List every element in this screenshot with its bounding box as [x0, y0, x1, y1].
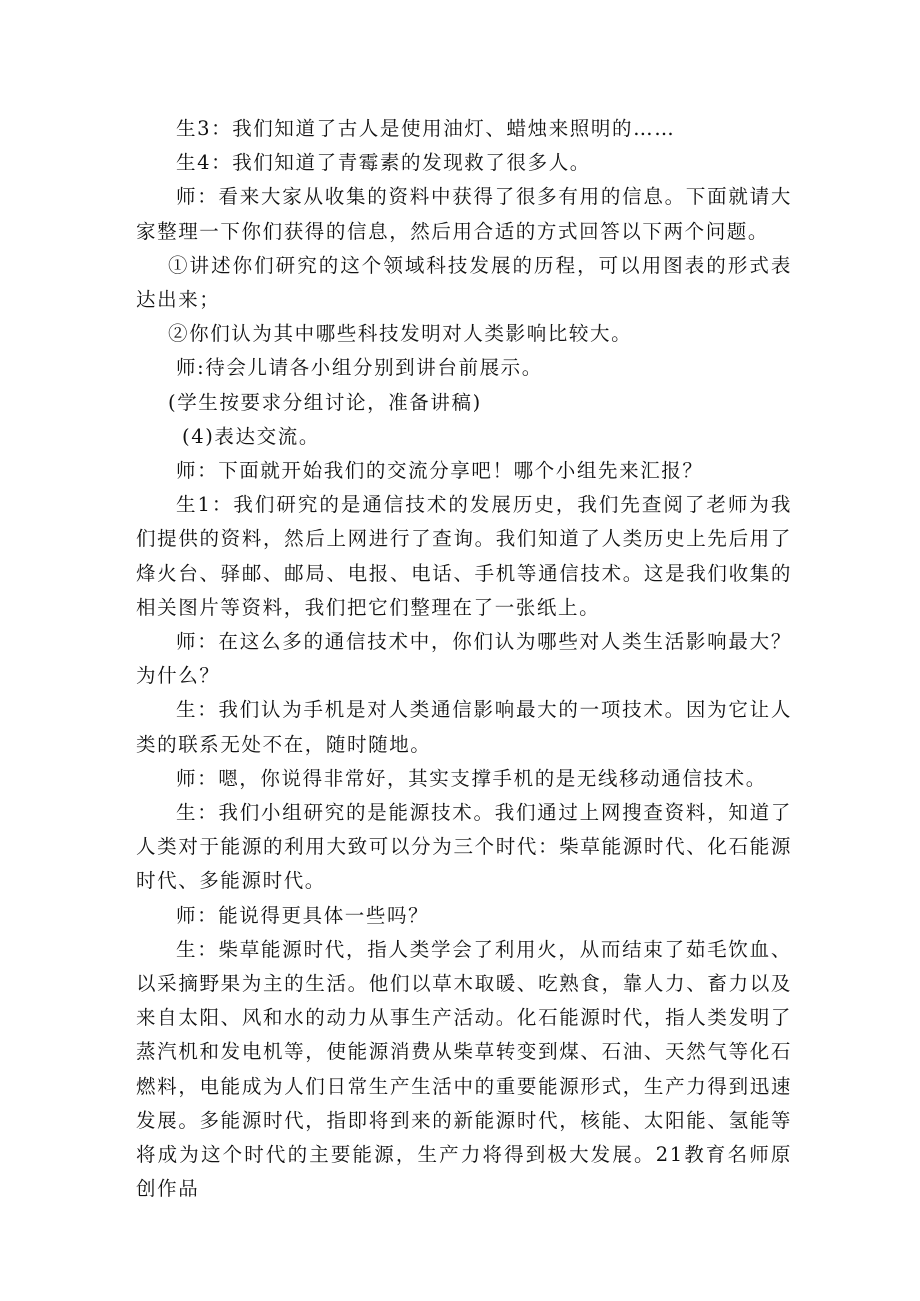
- paragraph: 生：我们认为手机是对人类通信影响最大的一项技术。因为它让人类的联系无处不在，随时随地。: [136, 698, 792, 756]
- paragraph: 生1：我们研究的是通信技术的发展历史，我们先查阅了老师为我们提供的资料，然后上网进行了查询。我们知道了人类历史上先后用了烽火台、驿邮、邮局、电报、电话、手机等通信技术。这是我们收集的相关图片等资料，我们把它们整理在了一张纸上。: [136, 493, 792, 619]
- paragraph: 生：柴草能源时代，指人类学会了利用火，从而结束了茹毛饮血、以采摘野果为主的生活。他们以草木取暖、吃熟食，靠人力、畜力以及来自太阳、风和水的动力从事生产活动。化石能源时代，指人类发明了蒸汽机和发电机等，使能源消费从柴草转变到煤、石油、天然气等化石燃料，电能成为人们日常生产生活中的重要能源形式，生产力得到迅速发展。多能源时代，指即将到来的新能源时代，核能、太阳能、氢能等将成为这个时代的主要能源，生产力将得到极大发展。21教育名师原创作品: [136, 937, 792, 1201]
- document-page: [136, 112, 792, 1207]
- paragraph: 师：看来大家从收集的资料中获得了很多有用的信息。下面就请大家整理一下你们获得的信息，然后用合适的方式回答以下两个问题。: [136, 185, 792, 243]
- paragraph: ②你们认为其中哪些科技发明对人类影响比较大。: [168, 322, 633, 346]
- paragraph: 师:待会儿请各小组分别到讲台前展示。: [176, 356, 543, 380]
- paragraph: 生3：我们知道了古人是使用油灯、蜡烛来照明的……: [176, 117, 676, 140]
- paragraph: 生4：我们知道了青霉素的发现救了很多人。: [176, 151, 591, 175]
- paragraph: 师：下面就开始我们的交流分享吧！哪个小组先来汇报？: [176, 459, 704, 483]
- paragraph: (4)表达交流。: [182, 424, 320, 448]
- paragraph: 师：在这么多的通信技术中，你们认为哪些对人类生活影响最大？为什么？: [136, 630, 792, 688]
- paragraph: 师：嗯，你说得非常好，其实支撑手机的是无线移动通信技术。: [176, 766, 767, 790]
- paragraph: 师：能说得更具体一些吗？: [176, 903, 430, 927]
- paragraph: (学生按要求分组讨论，准备讲稿): [168, 390, 482, 414]
- paragraph: ①讲述你们研究的这个领域科技发展的历程，可以用图表的形式表达出来；: [136, 253, 792, 312]
- paragraph: 生：我们小组研究的是能源技术。我们通过上网搜查资料，知道了人类对于能源的利用大致可以分为三个时代：柴草能源时代、化石能源时代、多能源时代。: [136, 801, 792, 893]
